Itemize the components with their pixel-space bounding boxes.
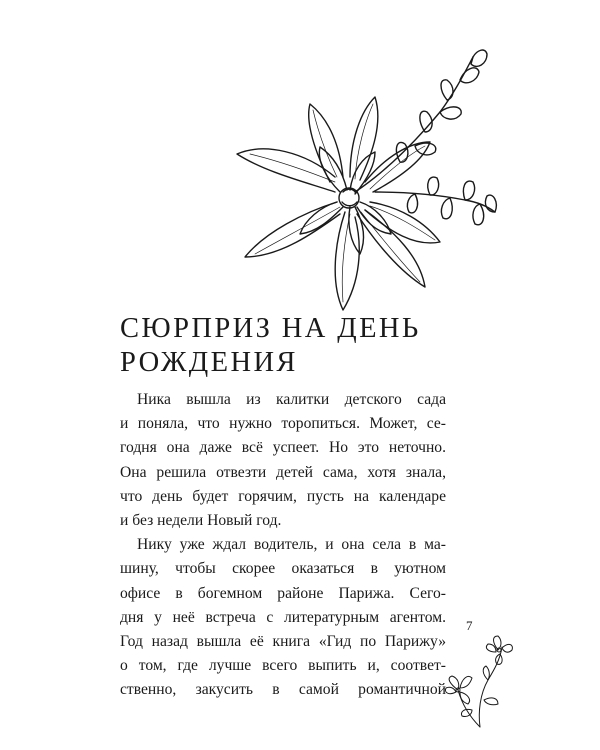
body-line: и поняла, что нужно торопиться. Может, се- bbox=[120, 415, 446, 433]
body-line: офисе в богемном районе Парижа. Сего- bbox=[120, 584, 446, 602]
body-line: о том, где лучше всего выпить и, соответ- bbox=[120, 657, 446, 675]
chapter-body-text bbox=[120, 388, 446, 702]
body-line: что день будет горячим, пусть на календаре bbox=[120, 487, 446, 505]
small-flower-illustration-icon bbox=[440, 632, 515, 732]
body-line: дня у неё встреча с литературным агентом. bbox=[120, 608, 446, 626]
body-line: Ника вышла из калитки детского сада bbox=[137, 391, 446, 408]
body-line: шину, чтобы скорее оказаться в уютном bbox=[120, 560, 446, 578]
body-line: Год назад вышла её книга «Гид по Парижу» bbox=[120, 632, 446, 650]
chapter-title bbox=[120, 312, 500, 380]
chapter-title-line-1: СЮРПРИЗ НА ДЕНЬ bbox=[120, 313, 421, 344]
body-line: и без недели Новый год. bbox=[120, 511, 282, 529]
flower-illustration-icon bbox=[225, 42, 500, 312]
page-number: 7 bbox=[466, 618, 473, 633]
body-line: Нику уже ждал водитель, и она села в ма- bbox=[137, 536, 446, 554]
chapter-title-line-2: РОЖДЕНИЯ bbox=[120, 347, 298, 378]
body-line: годня она даже всё успеет. Но это неточно. bbox=[120, 439, 446, 457]
body-line: Она решила отвезти детей сама, хотя знала, bbox=[120, 463, 446, 481]
body-line: ственно, закусить в самой романтичной bbox=[120, 681, 446, 699]
